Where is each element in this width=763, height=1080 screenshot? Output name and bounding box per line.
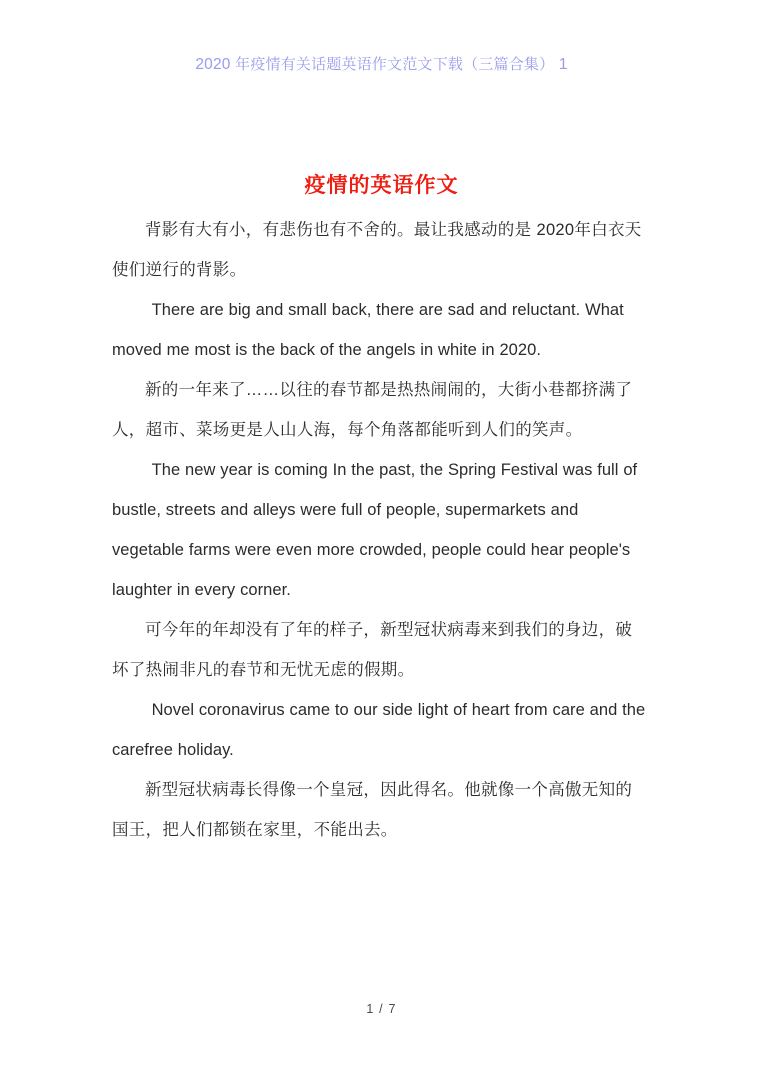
paragraph-2: There are big and small back, there are sad and reluctant. What moved me most is the back of the angels in white in 2020.: [112, 301, 624, 359]
paragraph-1: 背影有大有小，有悲伤也有不舍的。最让我感动的是 2020年白衣天使们逆行的背影。: [112, 221, 642, 279]
header-title-text: 年疫情有关话题英语作文范文下载（三篇合集）: [235, 56, 555, 73]
document-body: [112, 210, 646, 850]
paragraph-4: The new year is coming In the past, the Spring Festival was full of bustle, streets and alleys were full of people, supermarkets and vegetable farms were even more crowded, people could hear people's laughter in every corner.: [112, 461, 638, 599]
paragraph-6: Novel coronavirus came to our side light of heart from care and the carefree holiday.: [112, 701, 646, 759]
running-header: [0, 54, 763, 76]
header-year: 2020: [195, 56, 231, 73]
paragraph-5: 可今年的年却没有了年的样子，新型冠状病毒来到我们的身边，破坏了热闹非凡的春节和无忧无虑的假期。: [112, 621, 633, 679]
paragraph-3: 新的一年来了……以往的春节都是热热闹闹的，大街小巷都挤满了人，超市、菜场更是人山人海，每个角落都能听到人们的笑声。: [112, 381, 633, 439]
header-page-number: 1: [558, 56, 568, 73]
page-footer: 1 / 7: [366, 1002, 397, 1016]
paragraph-7: 新型冠状病毒长得像一个皇冠，因此得名。他就像一个高傲无知的国王，把人们都锁在家里，不能出去。: [112, 781, 633, 839]
page-title: 疫情的英语作文: [304, 174, 459, 197]
